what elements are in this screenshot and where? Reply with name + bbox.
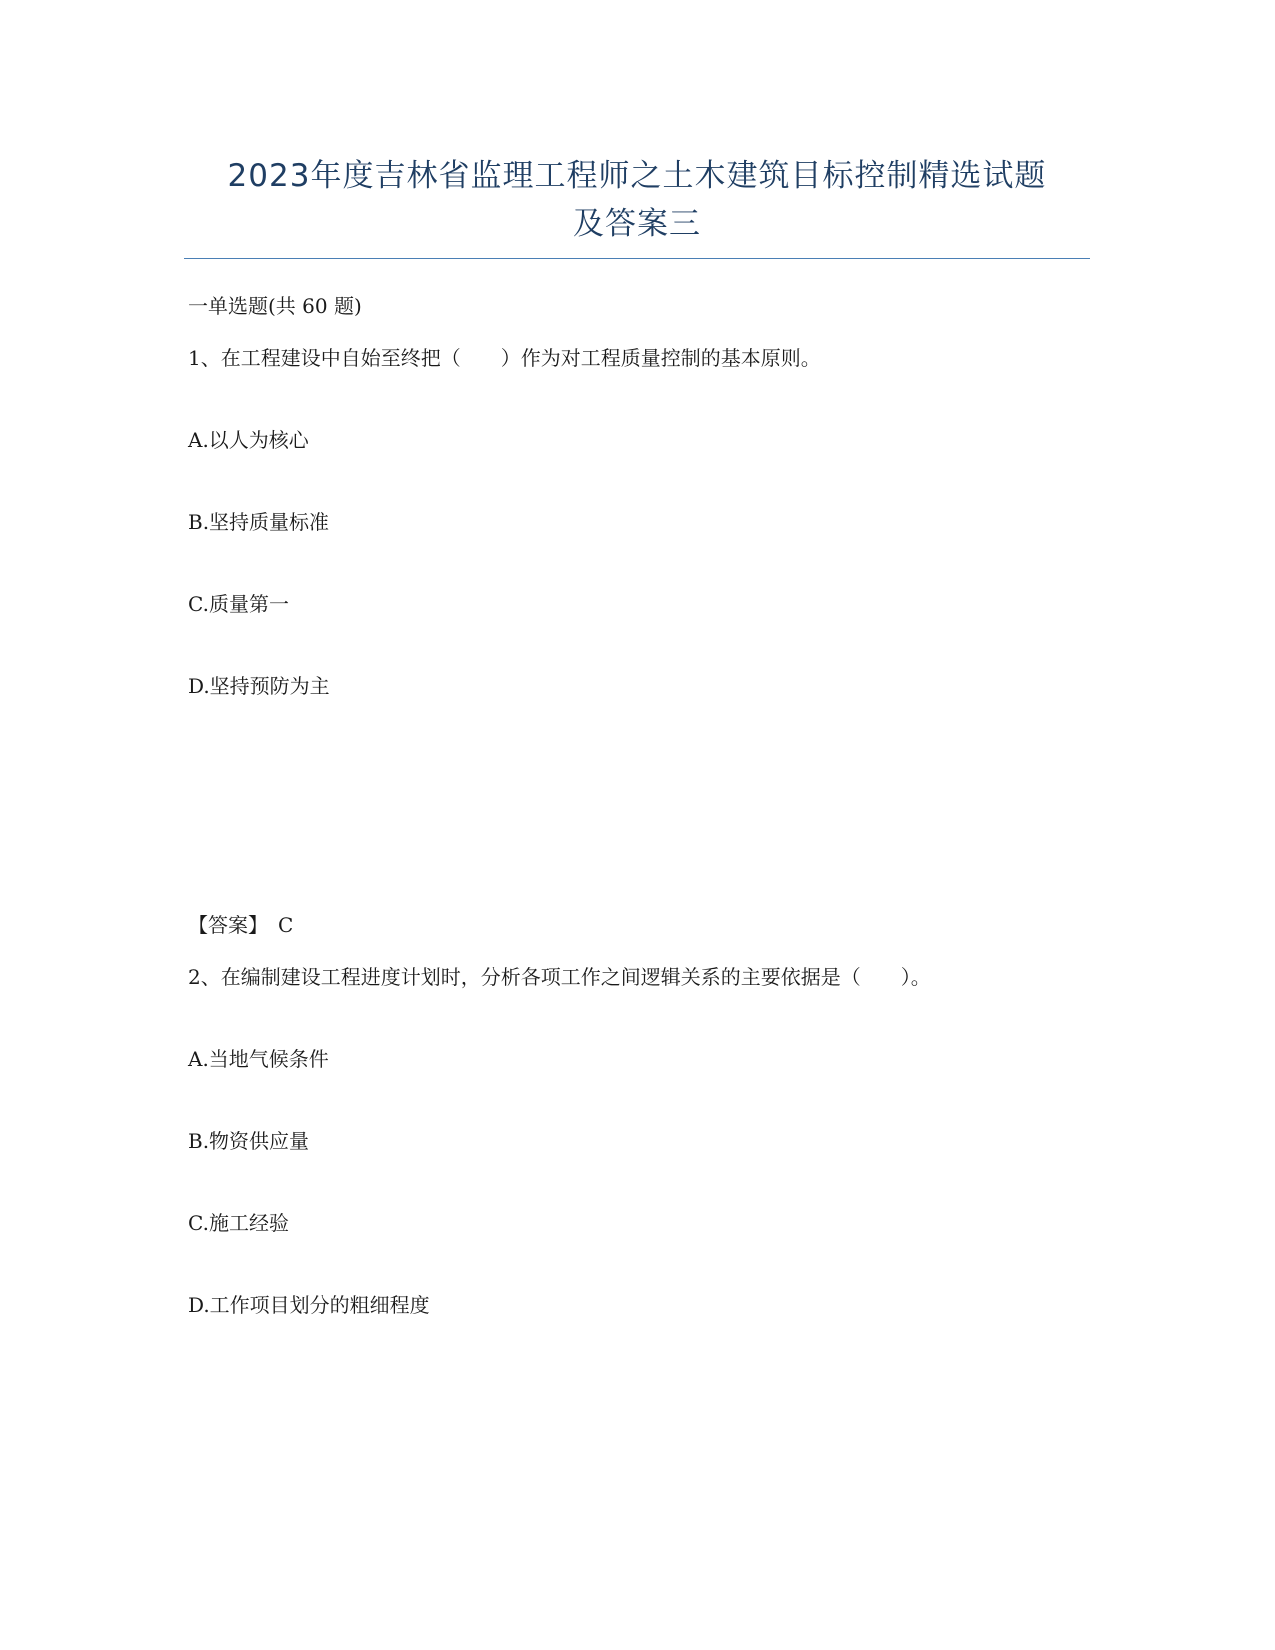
question-2-option-a: A.当地气候条件 (188, 1047, 329, 1071)
question-1-option-b: B.坚持质量标准 (188, 510, 330, 534)
question-2-stem: 2、在编制建设工程进度计划时，分析各项工作之间逻辑关系的主要依据是（ ）。 (188, 965, 931, 989)
question-2-option-c: C.施工经验 (188, 1211, 289, 1235)
document-title (184, 152, 1090, 248)
question-2-option-d: D.工作项目划分的粗细程度 (188, 1293, 430, 1317)
question-1-option-a: A.以人为核心 (188, 428, 309, 452)
title-line-2: 及答案三 (573, 206, 701, 242)
question-2-option-b: B.物资供应量 (188, 1129, 310, 1153)
question-1-stem: 1、在工程建设中自始至终把（ ）作为对工程质量控制的基本原则。 (188, 346, 821, 370)
title-divider (184, 258, 1090, 259)
question-1-option-d: D.坚持预防为主 (188, 674, 330, 698)
title-line-1: 2023年度吉林省监理工程师之土木建筑目标控制精选试题 (227, 158, 1047, 194)
question-1-answer: 【答案】 C (188, 913, 294, 937)
question-1-option-c: C.质量第一 (188, 592, 289, 616)
section-heading: 一单选题(共 60 题) (188, 294, 362, 318)
